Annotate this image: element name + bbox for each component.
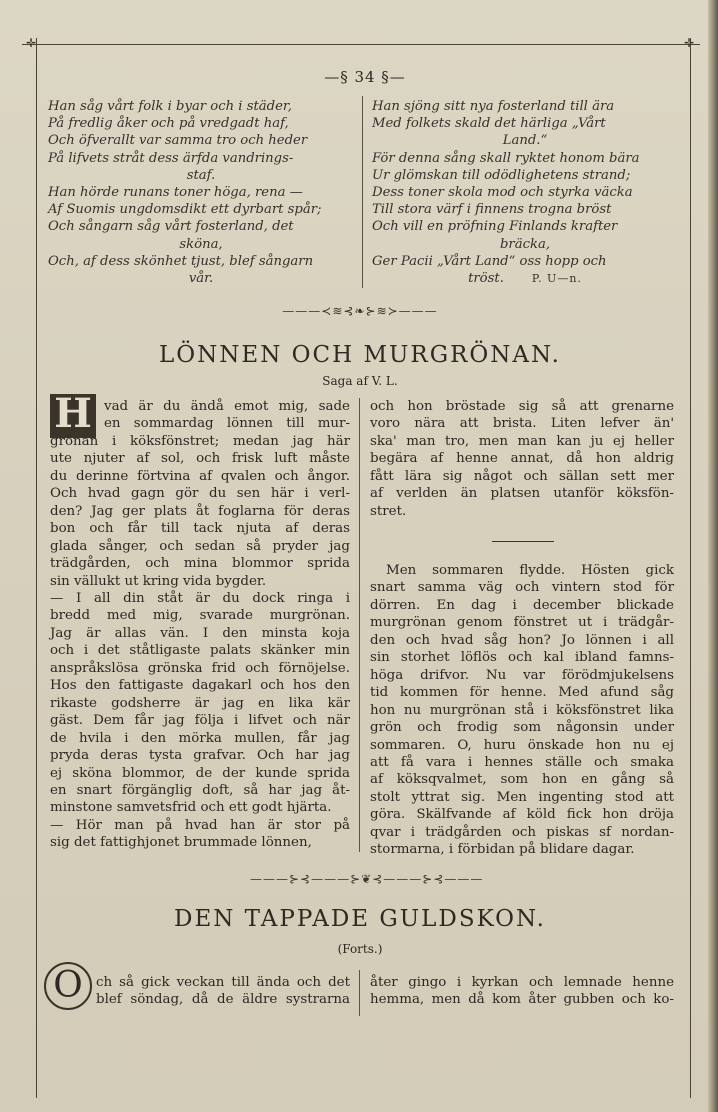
text-line: Jag är allas vän. I den minsta koja [50, 625, 350, 641]
page-number: —§ 34 §— [324, 68, 406, 86]
text-line: hon nu murgrönan stå i köksfönstret lika [370, 702, 674, 718]
text-line: höga drifvor. Nu var förödmjukelsens [370, 667, 674, 683]
text-line: dörren. En dag i december blickade [370, 597, 674, 613]
text-line: sommaren. O, huru önskade hon nu ej [370, 737, 674, 753]
poem-signature: P. U—n. [531, 272, 582, 286]
text-line: rikaste godsherre är jag en lika kär [50, 695, 350, 711]
text-line: glada sånger, och sedan så pryder jag [50, 538, 350, 554]
section-short-rule [492, 541, 554, 542]
text-line: vår. [188, 271, 214, 287]
text-line: och i det ståtligaste palats skänker min [50, 643, 350, 659]
text-line: stormarna, i förbidan på blidare dagar. [370, 842, 635, 858]
text-line: åter gingo i kyrkan och lemnade henne [370, 975, 674, 990]
text-line: Till stora värf i finnens trogna bröst [372, 202, 612, 218]
text-line: tröst. P. U—n. [468, 271, 582, 287]
text-line: staf. [186, 167, 216, 183]
text-line: stret. [370, 503, 407, 519]
story-byline-lonnen: Saga af V. L. [322, 374, 398, 388]
text-line: Och, af dess skönhet tjust, blef sångarn [48, 253, 314, 269]
text-line: sin storhet löflös och kal ibland famns- [370, 650, 674, 666]
left-frame-rule [36, 38, 37, 1098]
text-line: du derinne förtvina af qvalen och ångor. [50, 468, 350, 484]
story-lonnen-left-column [50, 398, 350, 852]
story-guldskon-left-column [96, 974, 350, 1009]
text-line: hemma, men då kom åter gubben och ko- [370, 992, 674, 1008]
text-line: minstone samvetsfrid och ett godt hjärta. [50, 800, 332, 816]
text-line: Och vill en pröfning Finlands krafter [372, 219, 618, 235]
text-line: en sommardag lönnen till mur- [104, 416, 350, 432]
text-line: grön och frodig som någonsin under [370, 720, 674, 736]
text-line: tid kommen för henne. Med afund såg [370, 685, 674, 701]
text-line: Ur glömskan till odödlighetens strand; [372, 167, 631, 183]
crop-mark-top-right: ✛ [684, 36, 695, 50]
text-line: Han såg vårt folk i byar och i städer, [48, 99, 292, 114]
text-line: den och hvad såg hon? Jo lönnen i all [370, 632, 674, 648]
text-line: — Hör man på hvad han är stor på [50, 817, 350, 833]
ornament-divider-poem: ———≺≋⊰❧⊱≋≻——— [282, 304, 438, 318]
text-line: Af Suomis ungdomsdikt ett dyrbart spår; [48, 202, 322, 218]
text-line: begära af henne annat, då hon aldrig [370, 451, 674, 467]
story-guldskon-right-column [370, 974, 674, 1009]
text-line: För denna sång skall ryktet honom bära [372, 150, 640, 166]
text-line: de hvila i den mörka mullen, får jag [50, 730, 350, 746]
story-continued-label: (Forts.) [337, 942, 383, 956]
text-line: och hon bröstade sig så att grenarne [370, 399, 674, 414]
text-line: fått lära sig något och sällan sett mer [370, 468, 674, 484]
text-line: På fredlig åker och på vredgadt haf, [48, 116, 289, 132]
text-line: Dess toner skola mod och styrka väcka [372, 185, 633, 201]
text-line: voro nära att brista. Liten lefver än' [370, 416, 674, 432]
poem-right-column [372, 98, 678, 287]
page-edge-shadow [708, 0, 718, 1112]
story-title-guldskon: DEN TAPPADE GULDSKON. [174, 906, 546, 932]
text-line: sin vällukt ut kring vida bygder. [50, 573, 267, 589]
text-line: Land.“ [502, 133, 548, 149]
text-line: vad är du ändå emot mig, sade [104, 399, 350, 414]
ornament-divider-story: ———⊱⊰———⊱❦⊰———⊱⊰——— [250, 872, 484, 886]
text-line: sköna, [179, 236, 223, 252]
text-line: Och öfverallt var samma tro och heder [48, 133, 308, 149]
text-line: bon och får till tack njuta af deras [50, 521, 350, 537]
text-line: af köksqvalmet, som hon en gång så [370, 772, 674, 788]
text-line: ska' man tro, men man kan ju ej heller [370, 433, 674, 449]
right-frame-rule [690, 38, 691, 1098]
text-line: snart samma väg och vintern stod för [370, 580, 674, 596]
text-line: göra. Skälfvande af köld fick hon dröja [370, 807, 674, 823]
text-line: Han hörde runans toner höga, rena — [48, 185, 303, 201]
dropcap-o: O [44, 962, 92, 1010]
story2-column-separator [359, 970, 360, 1016]
text-line: — I all din ståt är du dock ringa i [50, 590, 350, 606]
crop-mark-top-left: ✛ [26, 36, 37, 50]
top-rule [22, 44, 700, 45]
text-line: anspråkslösa grönska frid och förnöjelse. [50, 660, 350, 676]
dropcap-h: H [50, 394, 96, 438]
text-line: grönan i köksfönstret; medan jag här [50, 433, 350, 449]
text-line: af verlden än platsen utanför köksfön- [370, 486, 674, 502]
text-line: bräcka, [499, 236, 551, 252]
text-line: att få vara i hennes ställe och smaka [370, 754, 674, 770]
story-lonnen-right-column-a [370, 398, 674, 520]
text-line: pryda deras tysta grafvar. Och har jag [50, 748, 350, 764]
text-line: ej sköna blommor, de der kunde sprida [50, 765, 350, 781]
text-line: qvar i trädgården och piskas sf nordan- [370, 824, 674, 840]
story-column-separator [359, 398, 360, 852]
poem-left-column [48, 98, 354, 287]
text-line: Med folkets skald det härliga „Vårt [372, 116, 606, 132]
text-line: bredd med mig, svarade murgrönan. [50, 608, 350, 624]
text-line: Ger Pacii „Vårt Land“ oss hopp och [372, 253, 607, 269]
text-line: Och sångarn såg vårt fosterland, det [48, 219, 294, 235]
text-line: sig det fattighjonet brummade lönnen, [50, 835, 312, 851]
text-line: Han sjöng sitt nya fosterland till ära [372, 99, 615, 114]
text-line: Och hvad gagn gör du sen här i verl- [50, 486, 350, 502]
story-lonnen-right-column-b [370, 562, 674, 859]
text-line: den? Jag ger plats åt foglarna för deras [50, 503, 350, 519]
text-line: Men sommaren flydde. Hösten gick [386, 563, 674, 578]
text-line: gäst. Dem får jag följa i lifvet och när [50, 713, 350, 729]
text-line: murgrönan genom fönstret ut i trädgår- [370, 615, 674, 631]
text-line: ch så gick veckan till ända och det [96, 975, 350, 990]
poem-column-separator [362, 96, 363, 288]
story-title-lonnen: LÖNNEN OCH MURGRÖNAN. [159, 342, 561, 368]
text-line: Hos den fattigaste dagakarl och hos den [50, 678, 350, 694]
text-line: stolt yttrat sig. Men ingenting stod att [370, 789, 674, 805]
text-line: blef söndag, då de äldre systrarna [96, 992, 350, 1008]
text-line: trädgården, och mina blommor sprida [50, 556, 350, 572]
text-line: en snart förgänglig doft, så har jag åt- [50, 782, 350, 798]
text-line: På lifvets stråt dess ärfda vandrings- [48, 150, 294, 166]
text-line: ute njuter af sol, och frisk luft måste [50, 451, 350, 467]
